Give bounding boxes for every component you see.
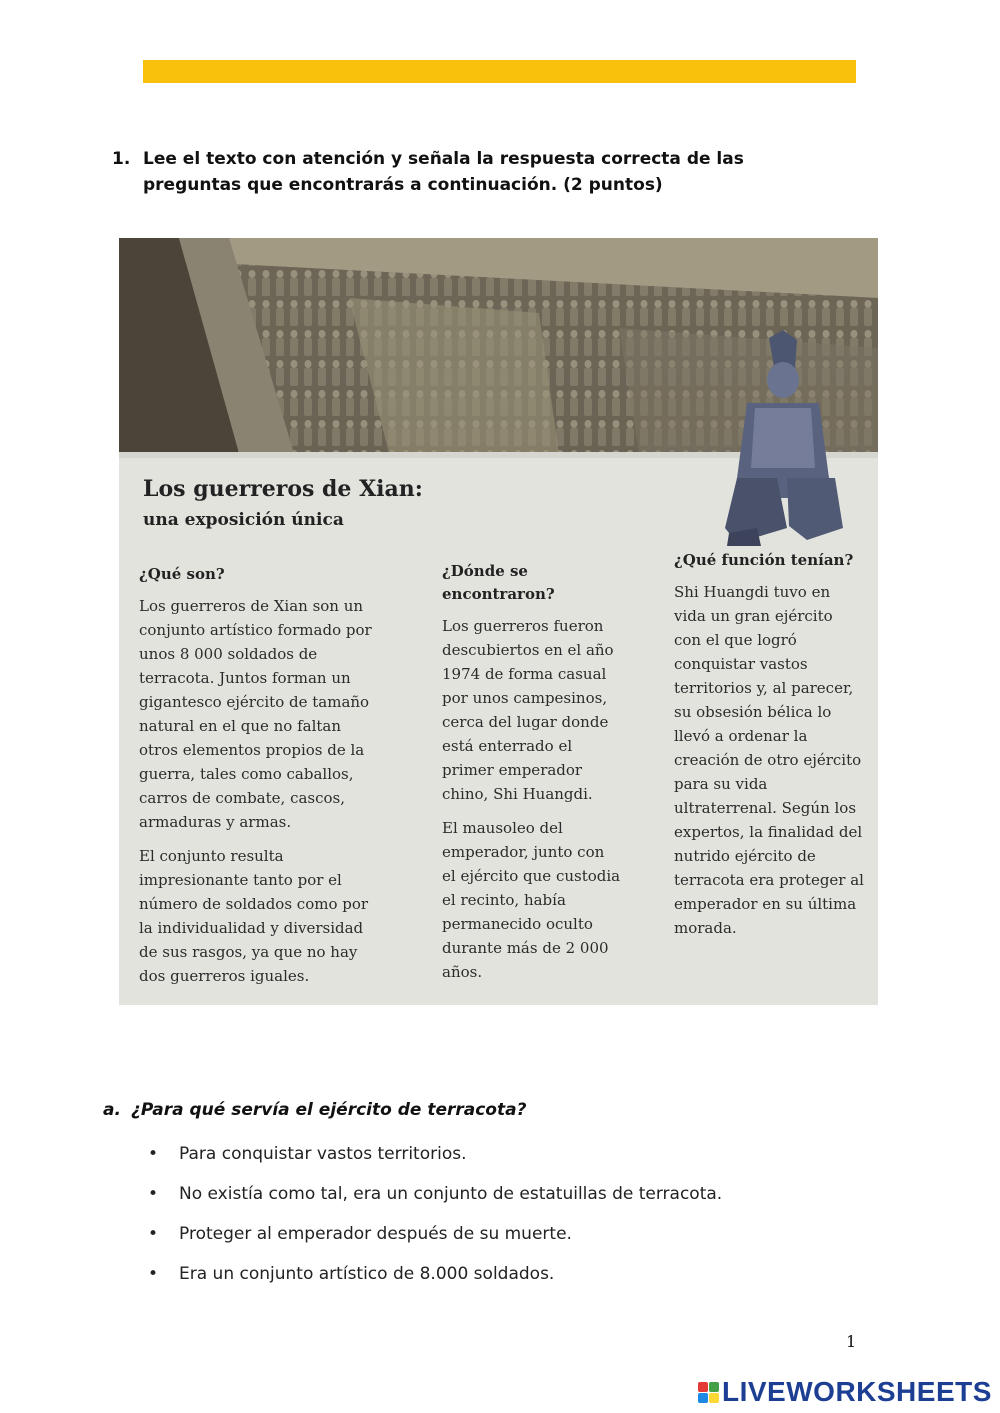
answer-option[interactable] [148,1141,722,1181]
column-paragraph: Los guerreros fueron descubiertos en el año 1974 de forma casual por unos campesinos, cerca del lugar donde está enterrado el primer emperador chino, Shi Huangdi. [442,617,614,803]
answer-options [148,1141,722,1301]
bullet-icon: • [148,1224,159,1244]
bullet-icon: • [148,1144,159,1164]
answer-option-label: Proteger al emperador después de su muerte. [179,1224,572,1244]
article-scan [119,238,878,1005]
column-paragraph: Shi Huangdi tuvo en vida un gran ejército con el que logró conquistar vastos territorios y, al parecer, su obsesión bélica lo llevó a ordenar la creación de otro ejército para su vida ultraterrenal. Según los expertos, la finalidad del nutrido ejército de terracota era proteger al emperador en su última morada. [674,583,864,937]
article-column-que-son [139,563,374,998]
page-number: 1 [846,1332,857,1351]
answer-option[interactable] [148,1181,722,1221]
article-subtitle: una exposición única [143,510,344,530]
instruction-text: Lee el texto con atención y señala la respuesta correcta de las preguntas que encontrarás a continuación. (2 puntos) [143,149,744,195]
column-heading: ¿Qué son? [139,565,225,583]
column-paragraph: El conjunto resulta impresionante tanto por el número de soldados como por la individualidad y diversidad de sus rasgos, ya que no hay dos guerreros iguales. [139,847,369,985]
liveworksheets-logo-icon [698,1382,719,1403]
warrior-statue-photo [717,328,847,548]
question-text: ¿Para qué servía el ejército de terracota? [131,1100,527,1120]
answer-option[interactable] [148,1261,722,1301]
header-accent-bar [143,60,856,83]
question-letter: a. [103,1100,121,1120]
instruction [112,146,832,198]
liveworksheets-logo[interactable] [698,1376,992,1408]
article-column-funcion [674,549,864,950]
column-heading: ¿Qué función tenían? [674,551,854,569]
liveworksheets-logo-text: LIVEWORKSHEETS [722,1376,992,1407]
bullet-icon: • [148,1184,159,1204]
answer-option-label: Era un conjunto artístico de 8.000 soldados. [179,1264,555,1284]
column-heading: ¿Dónde se encontraron? [442,562,555,603]
bullet-icon: • [148,1264,159,1284]
answer-option-label: Para conquistar vastos territorios. [179,1144,467,1164]
answer-option-label: No existía como tal, era un conjunto de estatuillas de terracota. [179,1184,723,1204]
column-paragraph: Los guerreros de Xian son un conjunto artístico formado por unos 8 000 soldados de terracota. Juntos forman un gigantesco ejército de tamaño natural en el que no faltan otros elementos propios de la guerra, tales como caballos, carros de combate, cascos, armaduras y armas. [139,597,372,831]
column-paragraph: El mausoleo del emperador, junto con el ejército que custodia el recinto, había permanecido oculto durante más de 2 000 años. [442,819,621,981]
question [103,1100,526,1120]
answer-option[interactable] [148,1221,722,1261]
article-title: Los guerreros de Xian: [143,476,423,502]
article-column-donde [442,560,622,994]
instruction-number: 1. [112,149,131,169]
